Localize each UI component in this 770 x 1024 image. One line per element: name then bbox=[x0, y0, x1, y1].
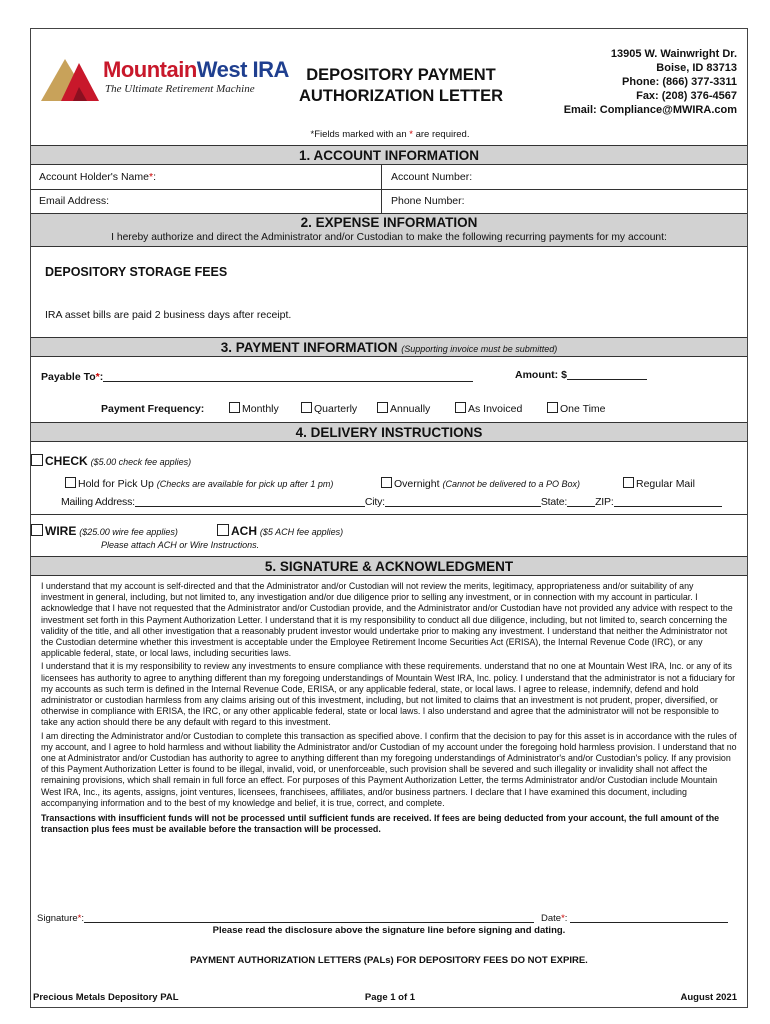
frequency-monthly-checkbox[interactable]: Monthly bbox=[229, 402, 279, 415]
frequency-annually-checkbox[interactable]: Annually bbox=[377, 402, 430, 415]
form-page bbox=[30, 28, 748, 1008]
fee-title: DEPOSITORY STORAGE FEES bbox=[45, 265, 228, 279]
check-checkbox[interactable]: CHECK ($5.00 check fee applies) bbox=[31, 454, 191, 468]
company-address: 13905 W. Wainwright Dr. Boise, ID 83713 Phone: (866) 377-3311 Fax: (208) 376-4567 Email: Compliance@MWIRA.com bbox=[563, 48, 737, 116]
payable-to-field[interactable]: Payable To*: bbox=[41, 370, 473, 383]
fee-note: IRA asset bills are paid 2 business days after receipt. bbox=[45, 309, 292, 321]
section-signature-heading: 5. SIGNATURE & ACKNOWLEDGMENT bbox=[31, 556, 747, 576]
frequency-quarterly-checkbox[interactable]: Quarterly bbox=[301, 402, 357, 415]
email-field[interactable]: Email Address: bbox=[39, 195, 110, 207]
ach-checkbox[interactable]: ACH ($5 ACH fee applies) bbox=[217, 524, 343, 538]
mountain-logo-icon bbox=[39, 49, 103, 107]
date-field[interactable]: Date*: bbox=[541, 911, 728, 924]
section-account-heading: 1. ACCOUNT INFORMATION bbox=[31, 145, 747, 165]
section-delivery-heading: 4. DELIVERY INSTRUCTIONS bbox=[31, 422, 747, 442]
amount-field[interactable]: Amount: $ bbox=[515, 368, 647, 381]
wire-checkbox[interactable]: WIRE ($25.00 wire fee applies) bbox=[31, 524, 178, 538]
frequency-as-invoiced-checkbox[interactable]: As Invoiced bbox=[455, 402, 522, 415]
logo-brand-1: Mountain bbox=[103, 57, 197, 82]
section-expense-heading: 2. EXPENSE INFORMATION I hereby authorize and direct the Administrator and/or Custodian to make the following recurring payments for my account: bbox=[31, 213, 747, 247]
logo-brand-2: West IRA bbox=[196, 57, 289, 82]
mailing-address-field[interactable]: Mailing Address: City: State: ZIP: bbox=[61, 495, 722, 508]
phone-field[interactable]: Phone Number: bbox=[391, 195, 465, 207]
expire-note: PAYMENT AUTHORIZATION LETTERS (PALs) FOR DEPOSITORY FEES DO NOT EXPIRE. bbox=[190, 955, 588, 966]
hold-for-pickup-checkbox[interactable]: Hold for Pick Up (Checks are available for pick up after 1 pm) bbox=[65, 477, 333, 490]
required-fields-note: *Fields marked with an * are required. bbox=[310, 129, 470, 140]
frequency-one-time-checkbox[interactable]: One Time bbox=[547, 402, 606, 415]
insufficient-funds-note: Transactions with insufficient funds will not be processed until sufficient funds are received. If fees are being deducted from your account, the full amount of the transaction plus fees must be available before the transaction will be processed. bbox=[41, 813, 720, 835]
footer-page-number: Page 1 of 1 bbox=[364, 992, 416, 1003]
expense-intro: I hereby authorize and direct the Administrator and/or Custodian to make the following recurring payments for my account: bbox=[111, 232, 667, 243]
acknowledgment-text: I understand that my account is self-directed and that the Administrator and/or Custodian will not review the merits, legitimacy, appropriateness and/or suitability of any investment in general, including, but not limited to, any investigation and/or due diligence prior to selling any investment, or in connection with my account in particular. I acknowledge that I have not requested that the Administrator and/or Custodian provide, and the Administrator and/or Custodian have not provided any advice with respect to the investment set forth in this Payment Authorization Letter. I understand that it is my responsibility to conduct all due diligence, including, but not limited to, search concerning the validity of the title, and all other investigation that a reasonably prudent investor would undertake prior to making any investment. I understand that neither the Administrator not the Custodian determine whether this investment is acceptable under the Employee Retirement Income Securities Act (ERISA), the Internal Revenue Code (IRC), or any applicable federal, state, or local laws, including securities laws. I understand that it is my responsibility to review any investments to ensure compliance with these requirements. understand that no one at Mountain West IRA, Inc. or any of its licensees has authority to agree to anything different than my foregoing understandings of Mountain West IRA, Inc. policy. I understand that the administrator is not a fiduciary for my accounts as such term is defined in the Internal Revenue Code, ERISA, or any applicable federal, state, or local laws. I agree to release, indemnify, defend and hold administrator or custodian harmless from any claims arising out of this investment, including, but not limited to claims that an investment is not prudent, proper, diversified, or otherwise in compliance with ERISA, the IRC, or any other applicable federal, state or local laws. I also understand and agree that the administrator will not be responsible to take any action should there be any default with regard to this investment. I am directing the Administrator and/or Custodian to complete this transaction as specified above. I confirm that the decision to pay for this asset is in accordance with the rules of my account, and I agree to hold harmless and without liability the Administrator and/or Custodian of my account under the foregoing hold harmless provision. I understand that no one at Administrator and/or Custodian has authority to agree to anything different than my foregoing understandings of Administrator's and/or Custodian's policy. If any provision of this Payment Authorization Letter is found to be illegal, invalid, void, or unenforceable, such provision shall be severed and such illegality or invalidity shall not affect the remaining provisions, which shall remain in full force an effect. For purposes of this Payment Authorization Letter, the terms Administrator and/or Custodian include Mountain West IRA, Inc., its agents, assigns, joint ventures, licensees, franchisees, affiliates, and/or business partners. I declare that I have examined this document, including accompanying information and to the best of my knowledge and belief, it is true, correct, and complete. Transactions with insufficient funds will not be processed until sufficient funds are received. If fees are being deducted from your account, the full amount of the transaction plus fees must be available before the transaction will be processed. bbox=[41, 581, 737, 835]
company-logo bbox=[39, 47, 289, 107]
logo-tagline: The Ultimate Retirement Machine bbox=[105, 83, 255, 95]
footer-date: August 2021 bbox=[680, 992, 737, 1003]
holder-name-field[interactable]: Account Holder's Name*: bbox=[39, 171, 156, 183]
account-number-field[interactable]: Account Number: bbox=[391, 171, 473, 183]
overnight-checkbox[interactable]: Overnight (Cannot be delivered to a PO Box) bbox=[381, 477, 580, 490]
signature-field[interactable]: Signature*: bbox=[37, 911, 534, 924]
payment-frequency-label: Payment Frequency: bbox=[101, 403, 205, 415]
footer-form-name: Precious Metals Depository PAL bbox=[33, 992, 179, 1003]
disclosure-note: Please read the disclosure above the signature line before signing and dating. bbox=[212, 925, 566, 936]
regular-mail-checkbox[interactable]: Regular Mail bbox=[623, 477, 695, 490]
section-payment-heading: 3. PAYMENT INFORMATION (Supporting invoice must be submitted) bbox=[31, 337, 747, 357]
attach-instructions-note: Please attach ACH or Wire Instructions. bbox=[101, 540, 260, 550]
document-title: DEPOSITORY PAYMENT AUTHORIZATION LETTER bbox=[298, 66, 504, 105]
